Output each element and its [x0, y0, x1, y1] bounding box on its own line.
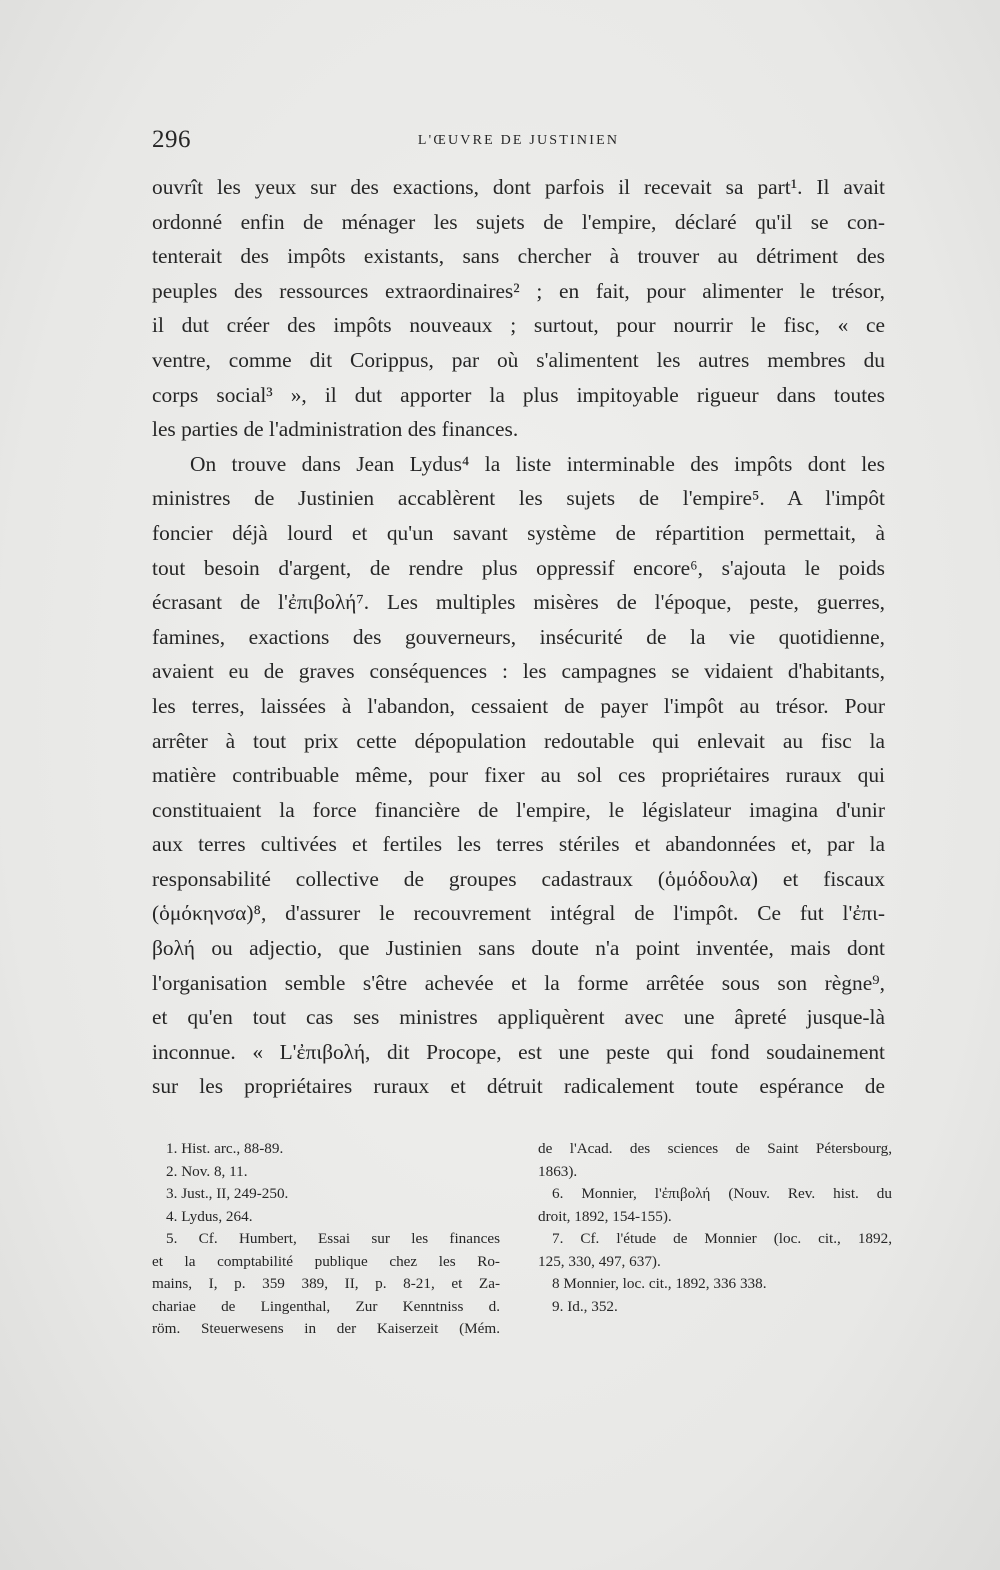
- footnotes-left-column: [152, 1138, 500, 1341]
- footnote-line: 4. Lydus, 264.: [166, 1207, 253, 1225]
- text-line: sur les propriétaires ruraux et détruit radicalement toute espérance de: [152, 1074, 885, 1099]
- text-line: les parties de l'administration des finances.: [152, 417, 519, 442]
- main-text: [152, 170, 885, 1104]
- text-line: avaient eu de graves conséquences : les campagnes se vidaient d'habitants,: [152, 659, 885, 684]
- footnote-line: 5. Cf. Humbert, Essai sur les finances: [166, 1230, 500, 1247]
- text-line: peuples des ressources extraordinaires² ; en fait, pour alimenter le trésor,: [152, 278, 885, 303]
- text-line: matière contribuable même, pour fixer au sol ces propriétaires ruraux qui: [152, 763, 885, 788]
- footnote-line: 125, 330, 497, 637).: [538, 1252, 661, 1270]
- text-line: responsabilité collective de groupes cadastraux (ὁμόδουλα) et fiscaux: [152, 866, 885, 891]
- footnotes-right-column: [538, 1138, 892, 1318]
- text-line: les terres, laissées à l'abandon, cessaient de payer l'impôt au trésor. Pour: [152, 693, 885, 718]
- footnote-line: 6. Monnier, l'ἐπιβολή (Nouv. Rev. hist. du: [552, 1185, 892, 1202]
- text-line: l'organisation semble s'être achevée et la forme arrêtée sous son règne⁹,: [152, 970, 885, 995]
- footnote-line: röm. Steuerwesens in der Kaiserzeit (Mém.: [152, 1320, 500, 1337]
- text-line: βολή ou adjectio, que Justinien sans doute n'a point inventée, mais dont: [152, 936, 885, 961]
- footnote-line: 1. Hist. arc., 88-89.: [166, 1140, 284, 1157]
- footnote-line: 2. Nov. 8, 11.: [166, 1162, 248, 1180]
- footnote-line: chariae de Lingenthal, Zur Kenntniss d.: [152, 1297, 500, 1315]
- footnote-line: 1863).: [538, 1162, 578, 1180]
- text-line: constituaient la force financière de l'empire, le législateur imagina d'unir: [152, 797, 885, 822]
- text-line: On trouve dans Jean Lydus⁴ la liste interminable des impôts dont les: [190, 451, 885, 476]
- footnote-line: 7. Cf. l'étude de Monnier (loc. cit., 1892,: [552, 1230, 892, 1247]
- footnote-line: 9. Id., 352.: [552, 1297, 618, 1315]
- text-line: (ὁμόκηνσα)⁸, d'assurer le recouvrement intégral de l'impôt. Ce fut l'ἐπι-: [152, 901, 885, 926]
- text-line: ouvrît les yeux sur des exactions, dont parfois il recevait sa part¹. Il avait: [152, 175, 885, 199]
- footnote-line: et la comptabilité publique chez les Ro-: [152, 1252, 500, 1270]
- running-title: L'ŒUVRE DE JUSTINIEN: [417, 133, 620, 148]
- text-line: écrasant de l'ἐπιβολή⁷. Les multiples misères de l'époque, peste, guerres,: [152, 590, 885, 615]
- text-line: famines, exactions des gouverneurs, insécurité de la vie quotidienne,: [152, 624, 885, 649]
- text-line: ministres de Justinien accablèrent les sujets de l'empire⁵. A l'impôt: [152, 486, 885, 511]
- text-line: tenterait des impôts existants, sans chercher à trouver au détriment des: [152, 244, 885, 269]
- text-line: ordonné enfin de ménager les sujets de l'empire, déclaré qu'il se con-: [152, 209, 885, 234]
- text-line: et qu'en tout cas ses ministres appliquèrent avec une âpreté jusque-là: [152, 1005, 885, 1030]
- text-line: aux terres cultivées et fertiles les terres stériles et abandonnées et, par la: [152, 832, 885, 857]
- text-line: arrêter à tout prix cette dépopulation redoutable qui enlevait au fisc la: [152, 728, 885, 753]
- footnote-line: 8 Monnier, loc. cit., 1892, 336 338.: [552, 1275, 767, 1292]
- text-line: tout besoin d'argent, de rendre plus oppressif encore⁶, s'ajouta le poids: [152, 555, 885, 580]
- text-line: corps social³ », il dut apporter la plus impitoyable rigueur dans toutes: [152, 382, 885, 407]
- text-line: foncier déjà lourd et qu'un savant système de répartition permettait, à: [152, 520, 885, 545]
- text-line: il dut créer des impôts nouveaux ; surtout, pour nourrir le fisc, « ce: [152, 313, 885, 338]
- footnote-line: mains, I, p. 359 389, II, p. 8-21, et Za-: [152, 1275, 500, 1292]
- text-line: ventre, comme dit Corippus, par où s'alimentent les autres membres du: [152, 347, 885, 372]
- page-number: 296: [152, 126, 191, 153]
- page-header: [152, 126, 885, 158]
- footnote-line: droit, 1892, 154-155).: [538, 1207, 672, 1225]
- footnote-line: de l'Acad. des sciences de Saint Pétersbourg,: [538, 1140, 892, 1157]
- footnote-line: 3. Just., II, 249-250.: [166, 1185, 289, 1202]
- text-line: inconnue. « L'ἐπιβολή, dit Procope, est une peste qui fond soudainement: [152, 1039, 885, 1064]
